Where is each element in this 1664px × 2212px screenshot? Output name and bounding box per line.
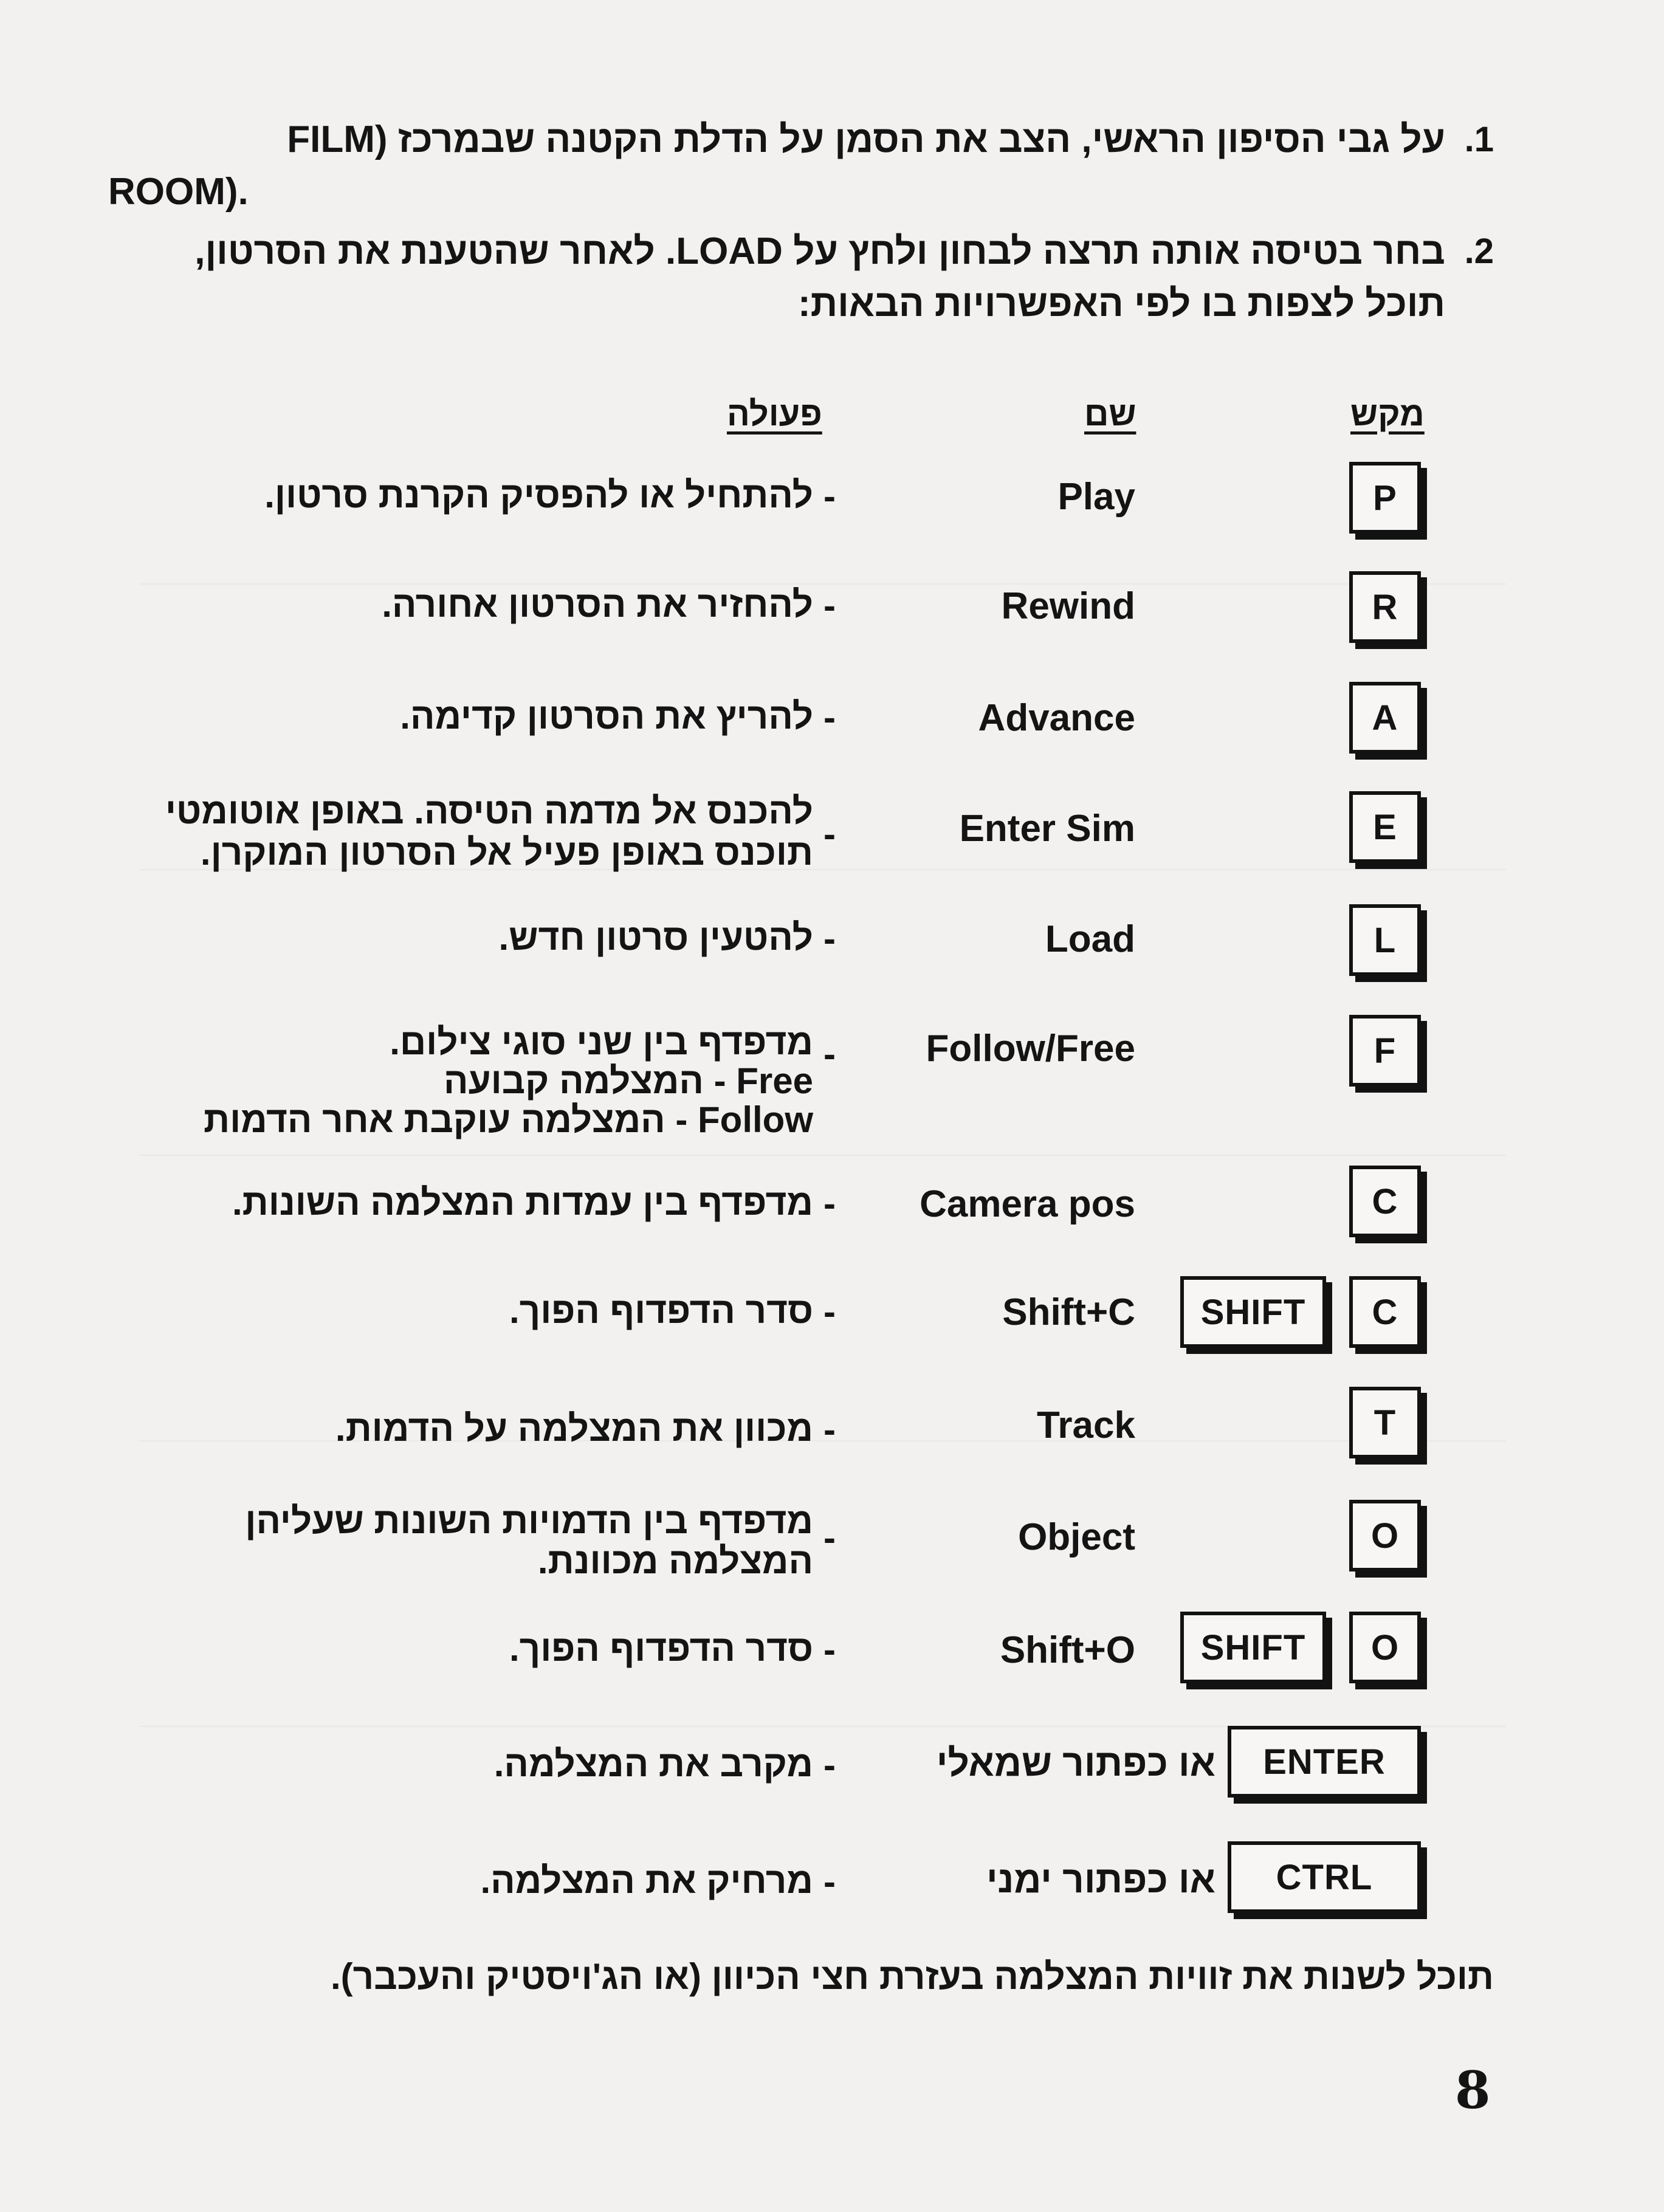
row-dash: - (823, 814, 836, 854)
key-c: C (1349, 1166, 1421, 1237)
row-action-camera-pos: מדפדף בין עמדות המצלמה השונות. (232, 1182, 813, 1223)
row-name-play: Play (1057, 476, 1135, 518)
row-action-object-line-1: מדפדף בין הדמויות השונות שעליהן (245, 1500, 813, 1541)
header-name: שם (1084, 394, 1136, 433)
row-name-track: Track (1036, 1404, 1135, 1446)
row-name-rewind: Rewind (1001, 585, 1135, 627)
row-dash: - (823, 1745, 836, 1785)
row-name-right-button: או כפתור ימני (986, 1859, 1215, 1901)
row-name-load: Load (1045, 918, 1135, 960)
row-name-enter-sim: Enter Sim (959, 808, 1135, 850)
row-name-left-button: או כפתור שמאלי (936, 1742, 1215, 1784)
item-number-1: .1 (1464, 120, 1494, 159)
key-e: E (1349, 791, 1421, 863)
key-o: O (1349, 1612, 1421, 1683)
key-a: A (1349, 682, 1421, 754)
row-name-camera-pos: Camera pos (920, 1183, 1135, 1225)
row-action-play: להתחיל או להפסיק הקרנת סרטון. (264, 475, 813, 515)
key-t: T (1349, 1387, 1421, 1458)
row-dash: - (823, 697, 836, 738)
row-action-track: מכוון את המצלמה על הדמות. (335, 1408, 813, 1449)
row-name-advance: Advance (978, 697, 1135, 739)
bleed-through-line (140, 1155, 1506, 1156)
header-key: מקש (1350, 394, 1425, 433)
key-p: P (1349, 462, 1421, 534)
row-action-advance: להריץ את הסרטון קדימה. (400, 696, 813, 737)
row-name-object: Object (1018, 1516, 1135, 1558)
row-action-follow-free-line-1: מדפדף בין שני סוגי צילום. (390, 1022, 813, 1062)
key-enter: ENTER (1228, 1726, 1421, 1798)
row-dash: - (823, 1409, 836, 1450)
row-dash: - (823, 1034, 836, 1074)
row-dash: - (823, 1517, 836, 1558)
row-dash: - (823, 585, 836, 626)
row-dash: - (823, 1291, 836, 1332)
key-shift: SHIFT (1180, 1276, 1326, 1348)
row-action-object-line-2: המצלמה מכוונת. (537, 1540, 813, 1581)
row-action-shift-c: סדר הדפדוף הפוך. (509, 1290, 813, 1331)
key-c: C (1349, 1276, 1421, 1348)
key-l: L (1349, 904, 1421, 976)
row-name-follow-free: Follow/Free (926, 1028, 1135, 1070)
row-name-shift-c: Shift+C (1002, 1291, 1135, 1333)
header-action: פעולה (727, 394, 822, 433)
row-action-zoom-out: מרחיק את המצלמה. (480, 1860, 813, 1901)
row-dash: - (823, 918, 836, 959)
intro-item-1-line-2: ROOM). (108, 171, 249, 213)
row-dash: - (823, 1861, 836, 1902)
row-dash: - (823, 476, 836, 517)
key-r: R (1349, 571, 1421, 643)
key-ctrl: CTRL (1228, 1841, 1421, 1913)
row-name-shift-o: Shift+O (1000, 1629, 1135, 1671)
row-action-enter-sim-line-2: תוכנס באופן פעיל אל הסרטון המוקרן. (200, 832, 813, 873)
row-action-shift-o: סדר הדפדוף הפוך. (509, 1628, 813, 1669)
row-action-load: להטעין סרטון חדש. (498, 917, 813, 958)
row-dash: - (823, 1629, 836, 1670)
row-action-enter-sim-line-1: להכנס אל מדמה הטיסה. באופן אוטומטי (165, 791, 813, 831)
row-dash: - (823, 1183, 836, 1224)
footer-note: תוכל לשנות את זוויות המצלמה בעזרת חצי הכיוון (או הג'ויסטיק והעכבר). (330, 1956, 1494, 1997)
key-o: O (1349, 1500, 1421, 1571)
item-number-2: .2 (1464, 232, 1494, 271)
page-number: 8 (1455, 2060, 1491, 2120)
intro-item-1-line-1: על גבי הסיפון הראשי, הצב את הסמן על הדלת הקטנה שבמרכז (FILM (287, 118, 1445, 160)
row-action-rewind: להחזיר את הסרטון אחורה. (382, 584, 813, 625)
row-action-follow-free-line-3: Follow - המצלמה עוקבת אחר הדמות (204, 1099, 813, 1140)
row-action-zoom-in: מקרב את המצלמה. (493, 1743, 813, 1784)
row-action-follow-free-line-2: Free - המצלמה קבועה (444, 1060, 813, 1101)
intro-item-2-line-1: בחר בטיסה אותה תרצה לבחון ולחץ על LOAD. לאחר שהטענת את הסרטון, (194, 230, 1445, 272)
key-shift: SHIFT (1180, 1612, 1326, 1683)
intro-item-2-line-2: תוכל לצפות בו לפי האפשרויות הבאות: (797, 283, 1445, 325)
key-f: F (1349, 1015, 1421, 1087)
